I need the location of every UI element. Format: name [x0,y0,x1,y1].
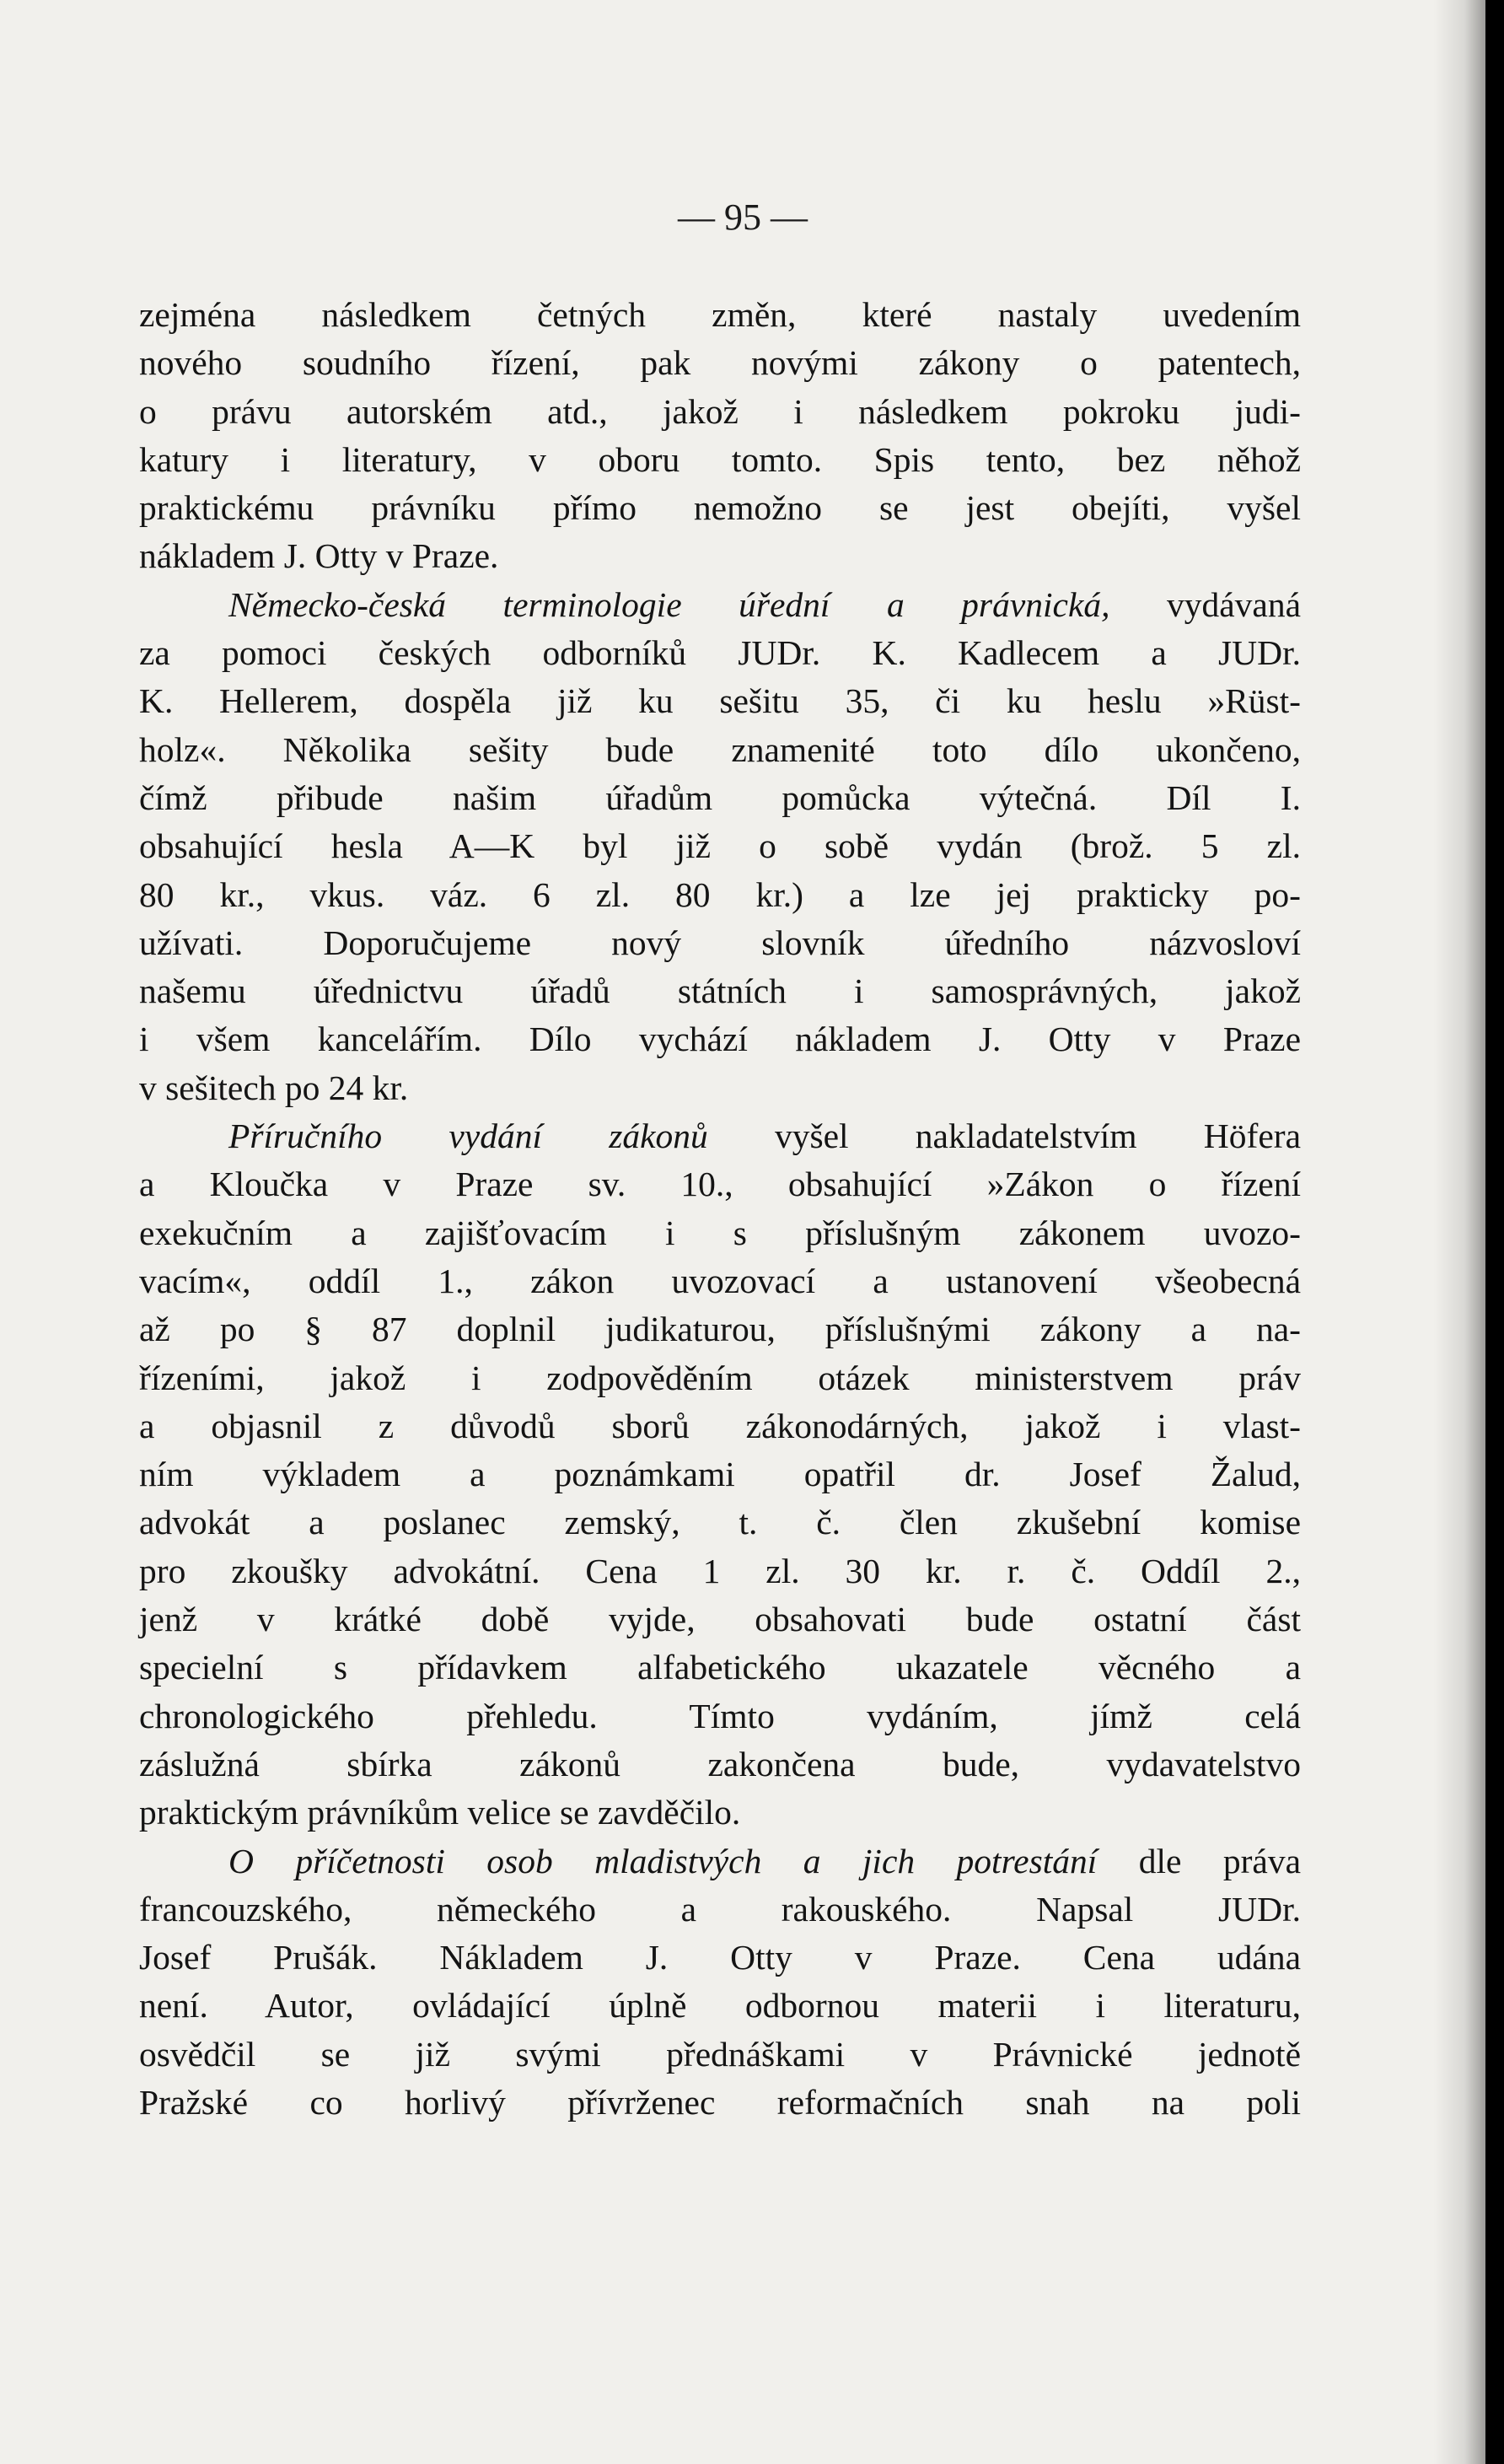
text-line: nového soudního řízení, pak novými zákony o patentech, [139,343,1301,383]
text-line: nákladem J. Otty v Praze. [139,536,499,576]
text-line: chronologického přehledu. Tímto vydáním, jímž celá [139,1696,1301,1735]
text-line: záslužná sbírka zákonů zakončena bude, vydavatelstvo [139,1744,1301,1783]
text-line [139,581,1301,629]
italic-title: Příručního vydání zákonů [228,1116,708,1156]
text-run: vydávaná [1109,584,1301,624]
text-line: obsahující hesla A—K byl již o sobě vydán (brož. 5 zl. [139,826,1301,866]
text-line: osvědčil se již svými přednáškami v Právnické jednotě [139,2034,1301,2074]
text-line: vacím«, oddíl 1., zákon uvozovací a ustanovení všeobecná [139,1261,1301,1300]
text-line: pro zkoušky advokátní. Cena 1 zl. 30 kr. r. č. Oddíl 2., [139,1551,1301,1590]
italic-title: Německo-česká terminologie úřední a právnická, [228,584,1110,624]
text-line: jenž v krátké době vyjde, obsahovati bude ostatní část [139,1600,1301,1639]
text-line: našemu úřednictvu úřadů státních i samosprávných, jakož [139,971,1301,1011]
text-line [139,1112,1301,1160]
text-line: čímž přibude našim úřadům pomůcka výtečná. Díl I. [139,777,1301,817]
text-line: a objasnil z důvodů sborů zákonodárných, jakož i vlast- [139,1406,1301,1445]
text-line: o právu autorském atd., jakož i následkem pokroku judi- [139,391,1301,431]
italic-title: O příčetnosti osob mladistvých a jich potrestání [228,1841,1098,1880]
text-line: Josef Prušák. Nákladem J. Otty v Praze. Cena udána [139,1938,1301,1977]
text-run: dle práva [1097,1841,1301,1880]
text-line: není. Autor, ovládající úplně odbornou materii i literaturu, [139,1986,1301,2026]
text-line [139,1837,1301,1886]
text-line: praktickému právníku přímo nemožno se jest obejíti, vyšel [139,488,1301,528]
paragraph-4 [139,1837,1301,2128]
text-line: ním výkladem a poznámkami opatřil dr. Josef Žalud, [139,1455,1301,1494]
body-text [139,291,1301,2127]
text-line: a Kloučka v Praze sv. 10., obsahující »Zákon o řízení [139,1165,1301,1204]
text-line: 80 kr., vkus. váz. 6 zl. 80 kr.) a lze jej prakticky po- [139,874,1301,914]
text-line: za pomoci českých odborníků JUDr. K. Kadlecem a JUDr. [139,633,1301,673]
paragraph-3 [139,1112,1301,1837]
text-line: Pražské co horlivý přívrženec reformačních snah na poli [139,2082,1301,2122]
text-line: užívati. Doporučujeme nový slovník úředního názvosloví [139,923,1301,962]
text-line: i všem kancelářím. Dílo vychází nákladem J. Otty v Praze [139,1019,1301,1059]
page-number: — 95 — [678,196,808,238]
paragraph-2 [139,581,1301,1112]
text-line: katury i literatury, v oboru tomto. Spis tento, bez něhož [139,439,1301,479]
text-line: K. Hellerem, dospěla již ku sešitu 35, či ku heslu »Rüst- [139,681,1301,721]
text-line: francouzského, německého a rakouského. Napsal JUDr. [139,1889,1301,1929]
scan-border [1485,0,1504,2464]
text-line: exekučním a zajišťovacím i s příslušným zákonem uvozo- [139,1213,1301,1252]
page-edge-shadow [1433,0,1485,2464]
text-line: řízeními, jakož i zodpověděním otázek ministerstvem práv [139,1358,1301,1397]
text-line: holz«. Několika sešity bude znamenité toto dílo ukončeno, [139,729,1301,769]
text-line: specielní s přídavkem alfabetického ukazatele věcného a [139,1648,1301,1687]
text-line: v sešitech po 24 kr. [139,1068,409,1107]
paragraph-1 [139,291,1301,581]
text-line: advokát a poslanec zemský, t. č. člen zkušební komise [139,1503,1301,1542]
text-line: praktickým právníkům velice se zavděčilo. [139,1793,741,1832]
text-run: vyšel nakladatelstvím Höfera [707,1116,1301,1156]
text-line: zejména následkem četných změn, které nastaly uvedením [139,295,1301,334]
text-line: až po § 87 doplnil judikaturou, příslušnými zákony a na- [139,1310,1301,1349]
